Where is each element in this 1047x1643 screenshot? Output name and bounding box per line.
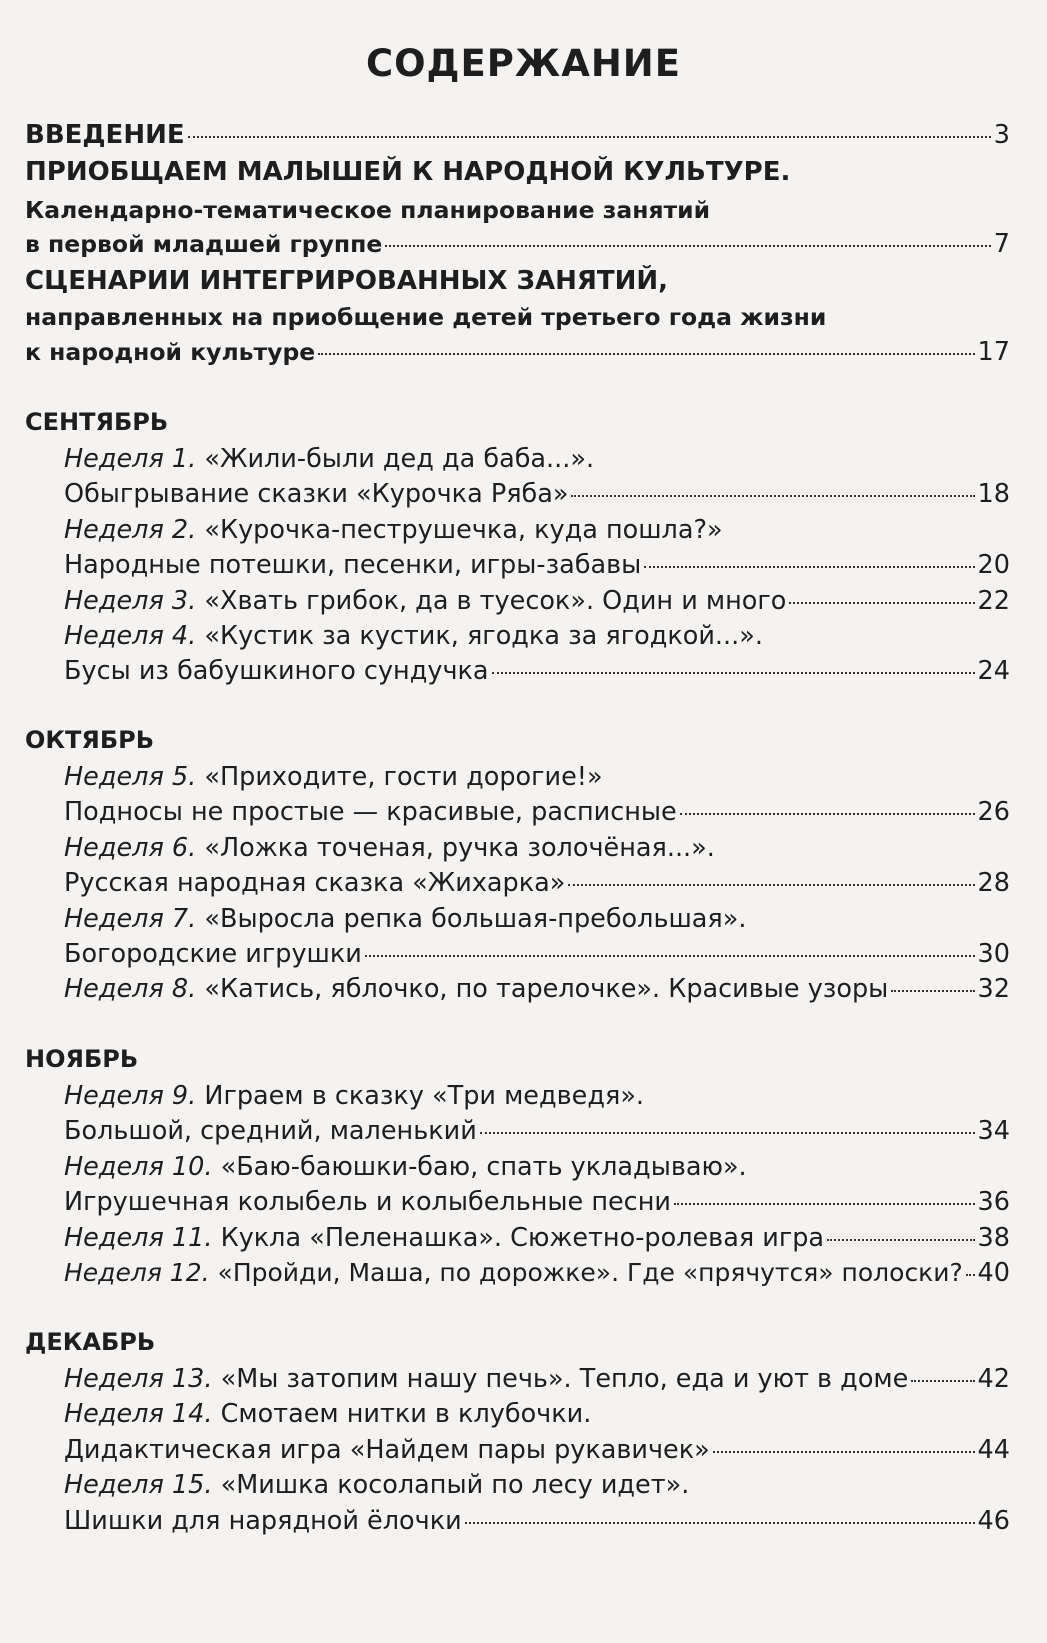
entry-title: «Курочка-пеструшечка, куда пошла?» xyxy=(196,514,723,545)
toc-entry xyxy=(64,793,1010,831)
toc-entry-text xyxy=(64,1470,689,1500)
page-number: 36 xyxy=(977,1187,1010,1218)
toc-entry xyxy=(64,1254,1010,1292)
entry-title: Шишки для нарядной ёлочки xyxy=(64,1505,462,1536)
month-heading: ДЕКАБРЬ xyxy=(25,1328,156,1356)
dot-leader xyxy=(674,1203,975,1205)
toc-entry-text xyxy=(64,475,568,513)
entry-title: Обыгрывание сказки «Курочка Ряба» xyxy=(64,479,569,510)
week-label: Неделя 12. xyxy=(64,1258,210,1287)
toc-entry-text xyxy=(64,1254,963,1292)
month-heading: НОЯБРЬ xyxy=(25,1045,139,1073)
toc-entry xyxy=(64,511,1010,549)
toc-entry-text xyxy=(64,1183,671,1221)
entry-title: СЦЕНАРИИ ИНТЕГРИРОВАННЫХ ЗАНЯТИЙ, xyxy=(25,266,669,296)
dot-leader xyxy=(465,1522,975,1524)
month-heading: ОКТЯБРЬ xyxy=(25,726,155,754)
page-number: 46 xyxy=(977,1505,1010,1536)
dot-leader xyxy=(385,245,990,247)
toc-entry-text xyxy=(64,762,603,792)
toc-entry-text xyxy=(64,1219,824,1257)
toc-entry xyxy=(64,1431,1010,1469)
week-label: Неделя 7. xyxy=(64,903,197,934)
entry-title: Большой, средний, маленький xyxy=(64,1116,477,1147)
toc-entry xyxy=(64,1183,1010,1221)
week-label: Неделя 1. xyxy=(64,444,197,474)
page-number: 20 xyxy=(977,550,1010,581)
toc-entry-text xyxy=(25,333,315,371)
dot-leader xyxy=(789,602,974,604)
entry-title: Народные потешки, песенки, игры-забавы xyxy=(64,550,642,581)
toc-entry xyxy=(64,1077,1010,1115)
week-label: Неделя 4. xyxy=(64,621,197,651)
toc-entry-text xyxy=(64,1152,747,1182)
week-label: Неделя 3. xyxy=(64,585,197,616)
week-label: Неделя 10. xyxy=(64,1151,213,1182)
toc-entry-text xyxy=(64,1502,462,1540)
entry-title: к народной культуре xyxy=(25,338,316,366)
week-label: Неделя 5. xyxy=(64,762,197,792)
page-number: 26 xyxy=(977,797,1010,828)
dot-leader xyxy=(644,566,974,568)
entry-title: Дидактическая игра «Найдем пары рукавичек» xyxy=(64,1434,710,1465)
dot-leader xyxy=(713,1451,975,1453)
dot-leader xyxy=(318,353,974,355)
toc-entry xyxy=(64,758,1010,796)
dot-leader xyxy=(571,495,974,497)
entry-title: Играем в сказку «Три медведя». xyxy=(196,1081,645,1111)
page-number: 40 xyxy=(977,1258,1010,1288)
page-number: 7 xyxy=(993,229,1010,259)
dot-leader xyxy=(966,1274,975,1276)
page-number: 18 xyxy=(977,479,1010,510)
toc-entry xyxy=(25,225,1010,263)
toc-entry xyxy=(64,970,1010,1008)
toc-entry-text xyxy=(25,116,185,154)
page-number: 30 xyxy=(977,939,1010,969)
entry-title: Смотаем нитки в клубочки. xyxy=(212,1399,592,1430)
toc-entry xyxy=(25,333,1010,371)
entry-title: в первой младшей группе xyxy=(25,230,383,258)
entry-title: Богородские игрушки xyxy=(64,939,362,969)
page-number: 28 xyxy=(977,868,1010,899)
toc-entry xyxy=(64,582,1010,620)
entry-title: «Кустик за кустик, ягодка за ягодкой...». xyxy=(196,621,763,651)
entry-title: «Мы затопим нашу печь». Тепло, еда и уют в доме xyxy=(212,1364,909,1394)
entry-title: «Баю-баюшки-баю, спать укладываю». xyxy=(212,1151,747,1182)
toc-entry-text xyxy=(64,652,489,690)
page-number: 34 xyxy=(977,1116,1010,1147)
toc-entry-text xyxy=(64,833,715,863)
toc-entry xyxy=(25,116,1010,154)
toc-entry xyxy=(64,617,1010,655)
toc-entry xyxy=(64,829,1010,867)
toc-entry xyxy=(64,864,1010,902)
week-label: Неделя 14. xyxy=(64,1399,213,1430)
toc-entry-text xyxy=(25,266,668,296)
page-number: 24 xyxy=(977,656,1010,687)
entry-title: «Хвать грибок, да в туесок». Один и много xyxy=(196,585,787,616)
entry-title: Бусы из бабушкиного сундучка xyxy=(64,656,489,687)
toc-entry xyxy=(64,475,1010,513)
toc-entry xyxy=(64,900,1010,938)
page-number: 38 xyxy=(977,1222,1010,1253)
toc-entry-text xyxy=(64,904,746,934)
toc-entry xyxy=(64,546,1010,584)
toc-entry-text xyxy=(64,1360,908,1398)
dot-leader xyxy=(911,1380,974,1382)
toc-entry xyxy=(64,1360,1010,1398)
toc-entry-text xyxy=(25,157,790,187)
entry-title: «Жили-были дед да баба...». xyxy=(196,444,595,474)
toc-entry xyxy=(64,1502,1010,1540)
week-label: Неделя 2. xyxy=(64,514,197,545)
toc-entry-text xyxy=(64,1112,477,1150)
entry-title: «Выросла репка большая-пребольшая». xyxy=(196,903,747,934)
toc-entry xyxy=(64,1395,1010,1433)
toc-entry-text xyxy=(64,1399,591,1429)
toc-entry-text xyxy=(64,970,888,1008)
toc-entry-text xyxy=(64,546,641,584)
entry-title: «Ложка точеная, ручка золочёная...». xyxy=(196,832,715,863)
toc-entry-text xyxy=(64,582,786,620)
entry-title: «Мишка косолапый по лесу идет». xyxy=(212,1470,690,1501)
dot-leader xyxy=(365,955,975,957)
toc-entry xyxy=(25,153,1010,191)
page-number: 17 xyxy=(977,337,1010,367)
entry-title: ПРИОБЩАЕМ МАЛЫШЕЙ К НАРОДНОЙ КУЛЬТУРЕ. xyxy=(25,157,791,187)
toc-entry-text xyxy=(64,864,565,902)
toc-entry-text xyxy=(25,225,382,263)
entry-title: Русская народная сказка «Жихарка» xyxy=(64,868,566,899)
toc-entry xyxy=(64,652,1010,690)
dot-leader xyxy=(480,1132,975,1134)
toc-entry-text xyxy=(64,1431,710,1469)
week-label: Неделя 13. xyxy=(64,1364,213,1394)
page-number: 44 xyxy=(977,1434,1010,1465)
month-heading: СЕНТЯБРЬ xyxy=(25,408,169,436)
entry-title: ВВЕДЕНИЕ xyxy=(25,120,185,150)
toc-entry xyxy=(25,191,1010,229)
page-number: 32 xyxy=(977,974,1010,1005)
toc-entry xyxy=(25,262,1010,300)
entry-title: Игрушечная колыбель и колыбельные песни xyxy=(64,1187,671,1218)
dot-leader xyxy=(680,813,975,815)
page-number: 42 xyxy=(977,1364,1010,1394)
toc-entry xyxy=(64,1112,1010,1150)
week-label: Неделя 6. xyxy=(64,832,197,863)
toc-entry xyxy=(64,935,1010,973)
toc-entry-text xyxy=(64,1081,644,1111)
toc-entry xyxy=(64,1466,1010,1504)
toc-entry-text xyxy=(64,515,723,545)
week-label: Неделя 8. xyxy=(64,974,197,1005)
page-number: 22 xyxy=(977,585,1010,616)
page-number: 3 xyxy=(993,120,1010,150)
entry-title: Календарно-тематическое планирование занятий xyxy=(25,196,711,224)
toc-entry xyxy=(64,1148,1010,1186)
week-label: Неделя 11. xyxy=(64,1222,213,1253)
entry-title: Подносы не простые — красивые, расписные xyxy=(64,797,677,828)
toc-entry-text xyxy=(25,196,710,224)
toc-entry xyxy=(64,1219,1010,1257)
entry-title: «Приходите, гости дорогие!» xyxy=(196,762,603,792)
toc-entry-text xyxy=(64,621,763,651)
toc-entry-text xyxy=(64,793,677,831)
dot-leader xyxy=(492,672,975,674)
toc-entry-text xyxy=(64,935,362,973)
dot-leader xyxy=(568,884,974,886)
week-label: Неделя 15. xyxy=(64,1470,213,1501)
dot-leader xyxy=(827,1239,974,1241)
entry-title: направленных на приобщение детей третьего года жизни xyxy=(25,303,827,331)
week-label: Неделя 9. xyxy=(64,1081,197,1111)
entry-title: Кукла «Пеленашка». Сюжетно-ролевая игра xyxy=(212,1222,825,1253)
toc-entry xyxy=(64,440,1010,478)
toc-entry-text xyxy=(64,444,594,474)
dot-leader xyxy=(891,990,974,992)
toc-entry xyxy=(25,298,1010,336)
page-title: СОДЕРЖАНИЕ xyxy=(365,42,682,85)
toc-entry-text xyxy=(25,303,826,331)
dot-leader xyxy=(188,136,991,138)
entry-title: «Пройди, Маша, по дорожке». Где «прячутся» полоски? xyxy=(209,1258,963,1287)
entry-title: «Катись, яблочко, по тарелочке». Красивые узоры xyxy=(196,974,889,1005)
